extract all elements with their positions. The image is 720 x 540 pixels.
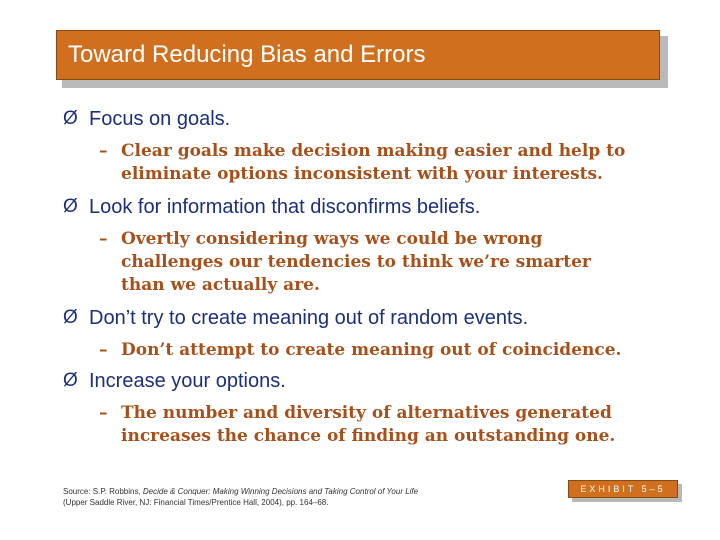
- bullet-row: [63, 106, 703, 132]
- bullet-row: [63, 194, 703, 220]
- sub-bullet-text: Overtly considering ways we could be wrong challenges our tendencies to think we’re smarter than we actually are.: [121, 229, 591, 295]
- title-bar: [56, 30, 660, 80]
- dash-bullet-icon: –: [99, 141, 108, 161]
- sub-bullet-text: Don’t attempt to create meaning out of coincidence.: [121, 340, 622, 360]
- source-suffix: (Upper Saddle River, NJ: Financial Times/Prentice Hall, 2004), pp. 164–68.: [63, 498, 329, 507]
- bullet-text: Focus on goals.: [89, 108, 231, 130]
- arrow-bullet-icon: Ø: [63, 370, 78, 391]
- bullet-text: Increase your options.: [89, 370, 286, 392]
- arrow-bullet-icon: Ø: [63, 108, 78, 129]
- bullet-item: [63, 194, 703, 297]
- sub-bullet-row: [99, 339, 703, 362]
- exhibit-label: EXHIBIT 5–5: [580, 484, 666, 494]
- bullet-text: Look for information that disconfirms beliefs.: [89, 196, 481, 218]
- dash-bullet-icon: –: [99, 229, 108, 249]
- source-citation: [63, 486, 443, 508]
- bullet-text: Don’t try to create meaning out of random events.: [89, 307, 529, 329]
- sub-bullet-row: [99, 140, 703, 186]
- bullet-row: [63, 368, 703, 394]
- bullet-item: [63, 106, 703, 186]
- sub-bullet-text: Clear goals make decision making easier and help to eliminate options inconsistent with your interests.: [121, 141, 626, 184]
- arrow-bullet-icon: Ø: [63, 196, 78, 217]
- dash-bullet-icon: –: [99, 403, 108, 423]
- bullet-item: [63, 368, 703, 448]
- source-book-title: Decide & Conquer: Making Winning Decisions and Taking Control of Your Life: [142, 487, 419, 496]
- bullet-item: [63, 305, 703, 362]
- sub-bullet-row: [99, 228, 703, 297]
- sub-bullet-text: The number and diversity of alternatives generated increases the chance of finding an outstanding one.: [121, 403, 616, 446]
- bullet-row: [63, 305, 703, 331]
- dash-bullet-icon: –: [99, 340, 108, 360]
- bullet-list: [63, 96, 703, 448]
- slide-title: Toward Reducing Bias and Errors: [68, 41, 426, 68]
- source-prefix: Source: S.P. Robbins,: [63, 487, 143, 496]
- arrow-bullet-icon: Ø: [63, 307, 78, 328]
- exhibit-badge: [568, 480, 678, 498]
- sub-bullet-row: [99, 402, 703, 448]
